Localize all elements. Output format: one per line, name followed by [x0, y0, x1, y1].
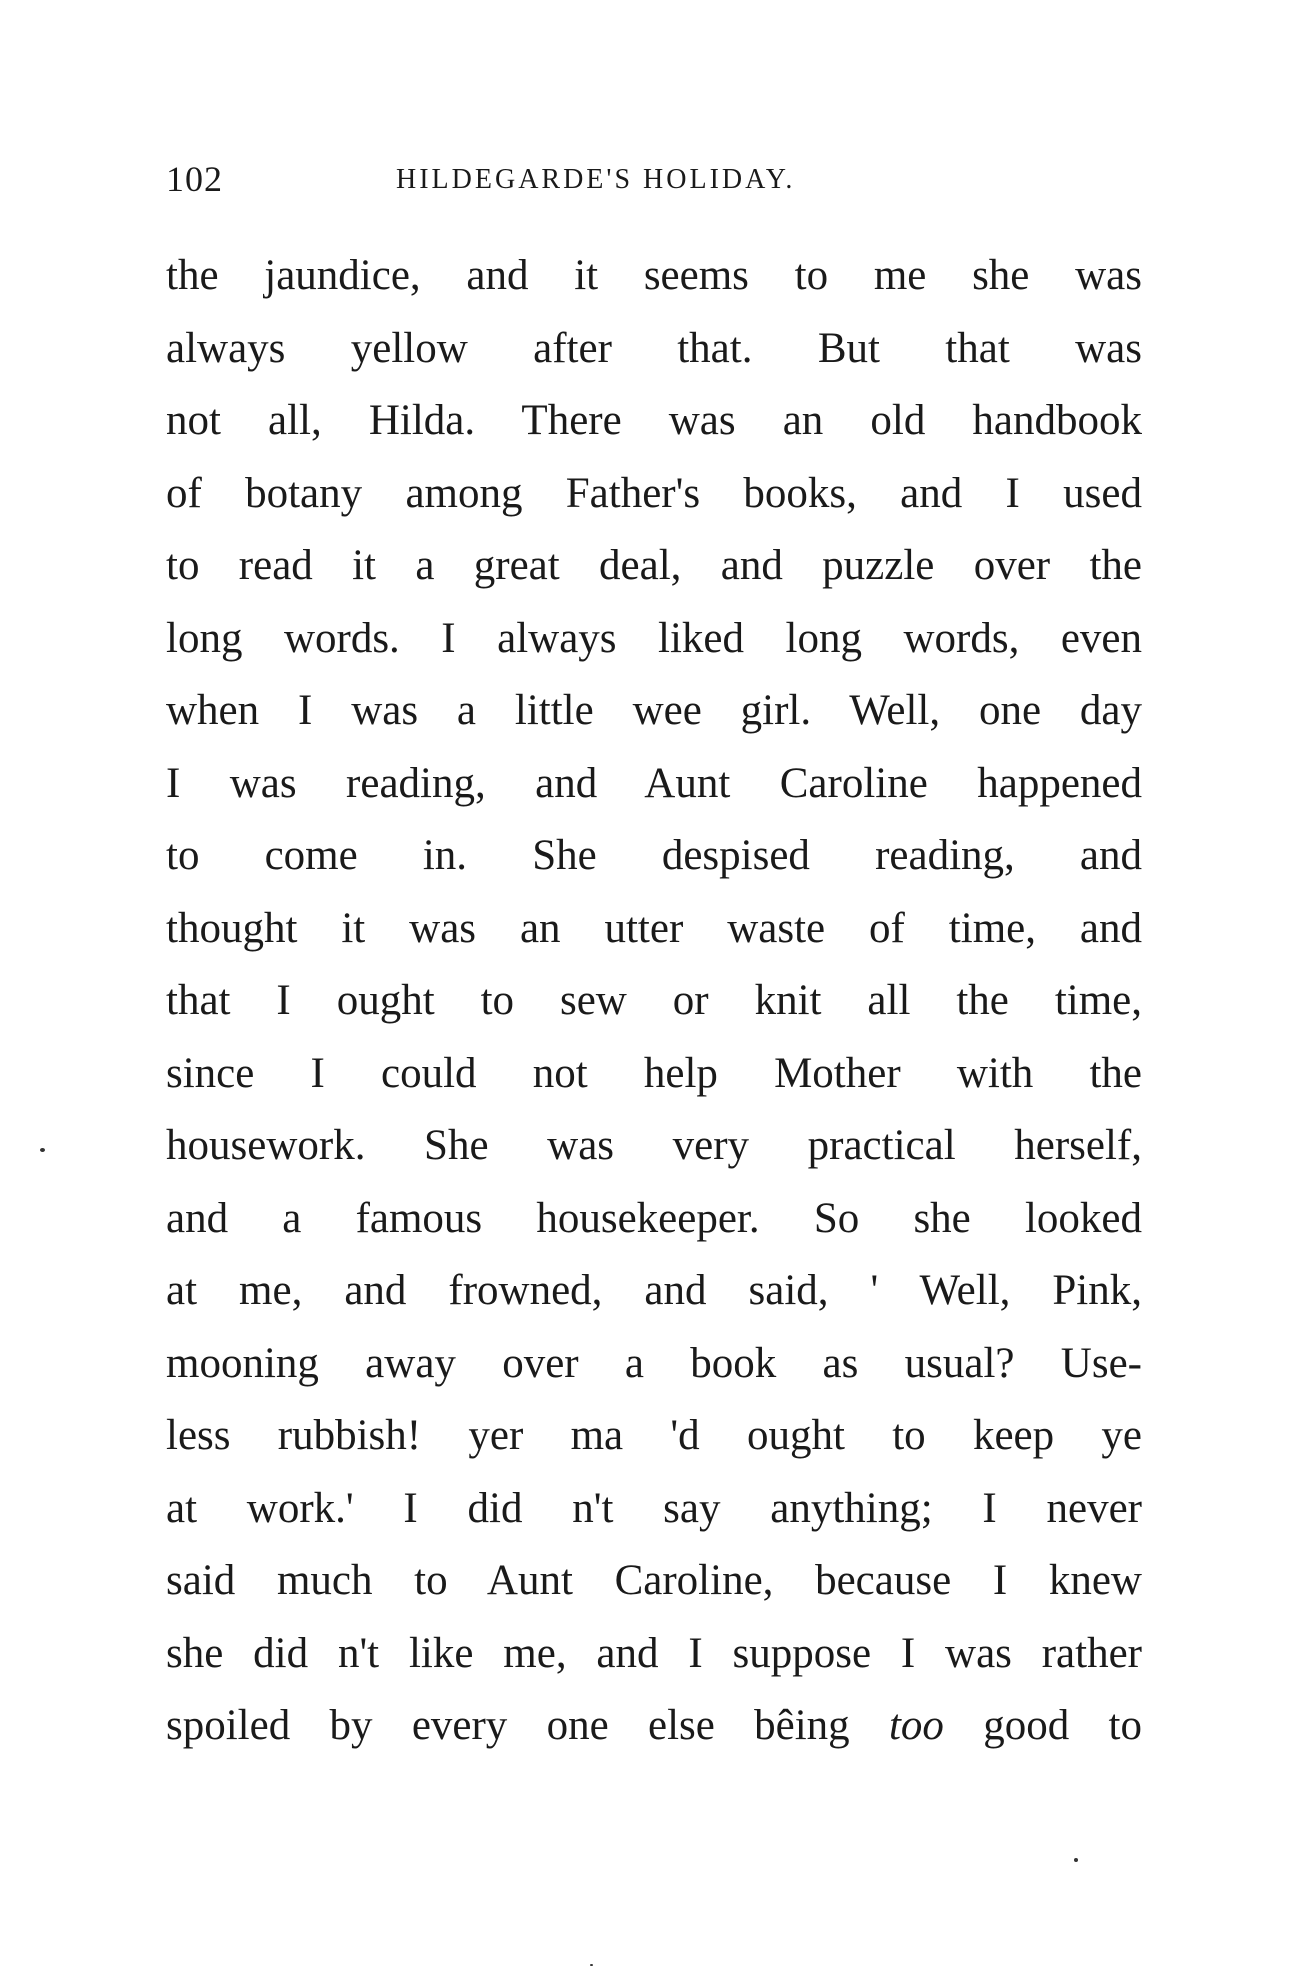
text-line: always yellow after that. But that was: [166, 324, 1142, 372]
text-line: the jaundice, and it seems to me she was: [166, 252, 1142, 299]
page-number: 102: [166, 159, 223, 199]
body-text: [166, 240, 1142, 1763]
text-line: at me, and frowned, and said, ' Well, Pink,: [166, 1267, 1142, 1314]
text-line: mooning away over a book as usual? Use-: [166, 1339, 1142, 1387]
text-line-last: [166, 1690, 1142, 1763]
text-line: she did n't like me, and I suppose I was rather: [166, 1629, 1142, 1677]
italic-word: too: [888, 1702, 944, 1749]
ink-speck: [40, 1148, 45, 1152]
text-line: and a famous housekeeper. So she looked: [166, 1194, 1142, 1242]
text-line: since I could not help Mother with the: [166, 1049, 1142, 1097]
text-line: to come in. She despised reading, and: [166, 832, 1142, 879]
text-line: that I ought to sew or knit all the time,: [166, 977, 1142, 1024]
last-line-start: spoiled by every one else bêing: [166, 1702, 889, 1749]
text-line: thought it was an utter waste of time, and: [166, 904, 1142, 952]
last-line-end: good to: [943, 1702, 1142, 1749]
text-line: said much to Aunt Caroline, because I knew: [166, 1557, 1142, 1604]
text-line: not all, Hilda. There was an old handbook: [166, 397, 1142, 444]
text-line: to read it a great deal, and puzzle over the: [166, 542, 1142, 589]
running-title: HILDEGARDE'S HOLIDAY.: [396, 164, 796, 195]
ink-speck: [1074, 1858, 1078, 1862]
text-line: at work.' I did n't say anything; I never: [166, 1484, 1142, 1532]
text-line: housework. She was very practical herself,: [166, 1122, 1142, 1169]
text-line: of botany among Father's books, and I used: [166, 469, 1142, 517]
page-header: [166, 158, 1146, 208]
text-line: long words. I always liked long words, even: [166, 614, 1142, 662]
text-line: less rubbish! yer ma 'd ought to keep ye: [166, 1412, 1142, 1459]
text-line: I was reading, and Aunt Caroline happened: [166, 759, 1142, 807]
text-line: when I was a little wee girl. Well, one day: [166, 687, 1142, 734]
ink-speck: [590, 1964, 593, 1966]
